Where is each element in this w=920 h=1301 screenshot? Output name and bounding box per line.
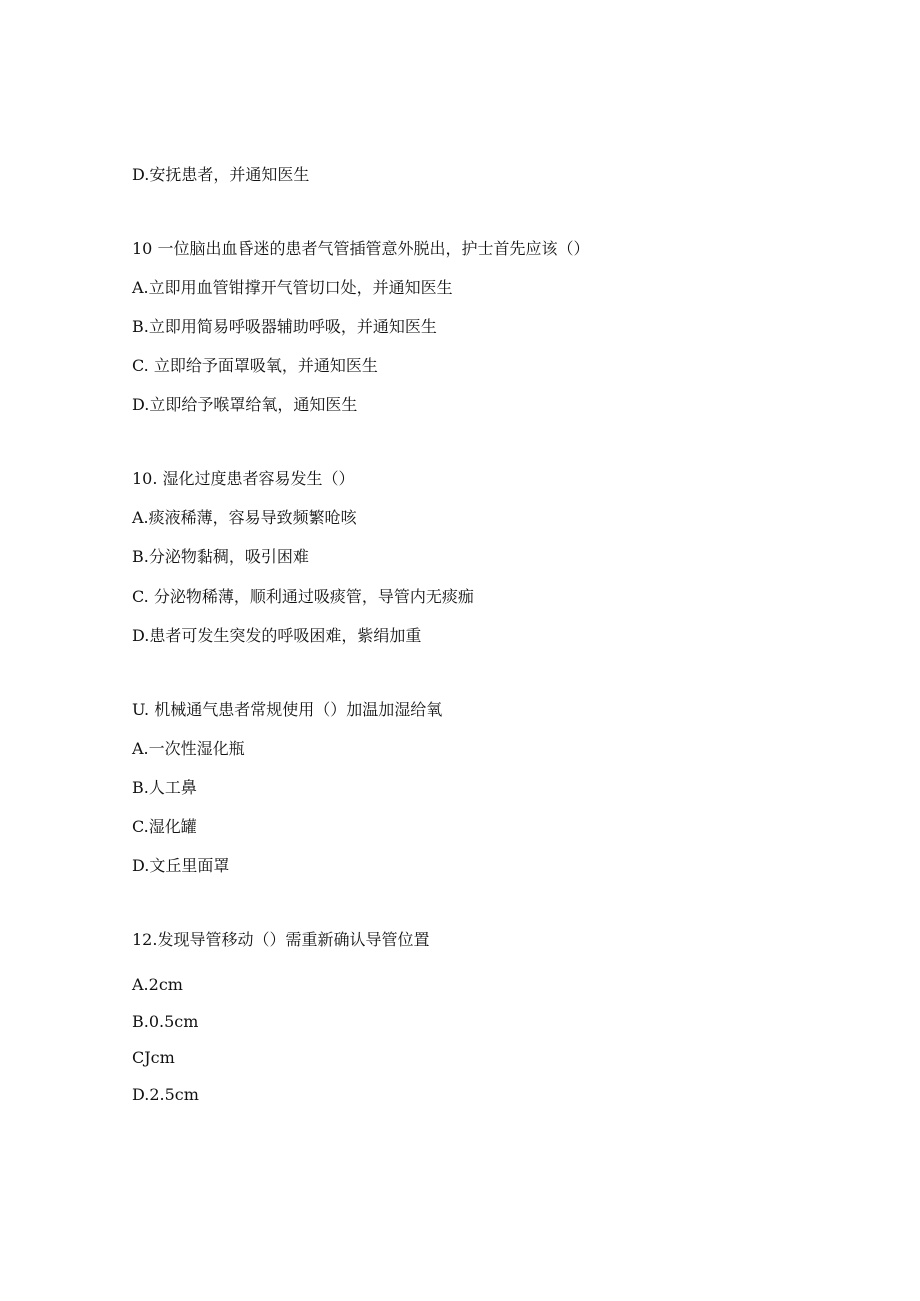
q12-stem: 12.发现导管移动（）需重新确认导管位置	[132, 930, 430, 949]
q10a-option-d: D.立即给予喉罩给氧，通知医生	[132, 395, 358, 414]
q12-option-b: B.0.5cm	[132, 1012, 199, 1031]
q12-option-c: CJcm	[132, 1048, 175, 1067]
q11-option-a: A.一次性湿化瓶	[132, 739, 245, 758]
q9-option-d: D.安抚患者，并通知医生	[132, 165, 310, 184]
q11-option-c: C.湿化罐	[132, 817, 197, 836]
q12-option-d: D.2.5cm	[132, 1085, 199, 1104]
q11-option-b: B.人工鼻	[132, 778, 197, 797]
q10a-option-a: A.立即用血管钳撑开气管切口处，并通知医生	[132, 278, 453, 297]
q11-stem: U. 机械通气患者常规使用（）加温加湿给氧	[132, 700, 443, 719]
q10a-option-c: C. 立即给予面罩吸氧，并通知医生	[132, 356, 378, 375]
q10b-option-b: B.分泌物黏稠，吸引困难	[132, 547, 309, 566]
q10b-option-c: C. 分泌物稀薄，顺利通过吸痰管，导管内无痰痂	[132, 587, 474, 606]
q12-option-a: A.2cm	[132, 975, 183, 994]
q10a-stem: 10 一位脑出血昏迷的患者气管插管意外脱出，护士首先应该（）	[132, 239, 590, 258]
q10a-option-b: B.立即用简易呼吸器辅助呼吸，并通知医生	[132, 317, 437, 336]
q10b-stem: 10. 湿化过度患者容易发生（）	[132, 469, 355, 488]
q10b-option-d: D.患者可发生突发的呼吸困难，紫绢加重	[132, 626, 422, 645]
q10b-option-a: A.痰液稀薄，容易导致频繁呛咳	[132, 508, 357, 527]
q11-option-d: D.文丘里面罩	[132, 856, 230, 875]
